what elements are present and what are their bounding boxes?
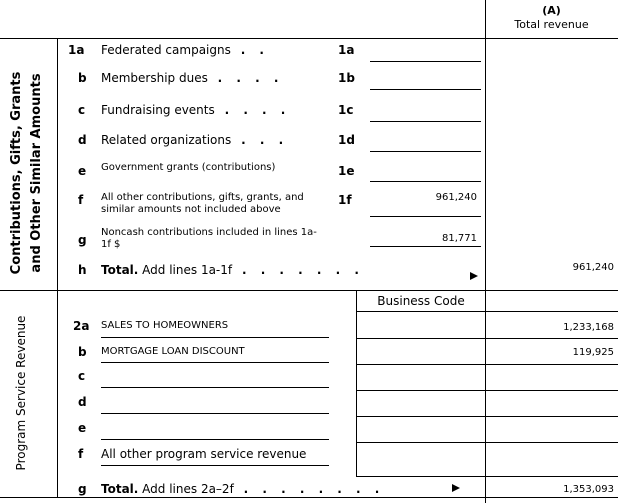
- column-a-title: Total revenue: [514, 18, 589, 31]
- total-label-text: Add lines 2a–2f: [142, 482, 234, 496]
- leader-dots: . . . . . . .: [241, 263, 364, 277]
- description-input-line[interactable]: [101, 337, 329, 338]
- leader-dots: . . . .: [217, 71, 284, 85]
- section1-side-label: [7, 47, 49, 299]
- bottom-border: [0, 497, 618, 498]
- row-label-text: Fundraising events: [101, 103, 215, 117]
- total-value: 1,353,093: [563, 484, 614, 495]
- leader-dots: . . . . . . . .: [243, 482, 385, 496]
- amount-input-line[interactable]: [370, 61, 481, 62]
- business-code-left-border: [356, 290, 357, 476]
- business-code-header: Business Code: [377, 294, 465, 308]
- row-label-text: Membership dues: [101, 71, 208, 85]
- row-label: Government grants (contributions): [101, 162, 276, 173]
- row-ref: 1a: [338, 43, 355, 57]
- grid-line: [356, 476, 618, 477]
- row-label: MORTGAGE LOAN DISCOUNT: [101, 346, 245, 357]
- row-number: h: [78, 263, 87, 277]
- section1-side-label-line1: Contributions, Gifts, Grants: [9, 71, 24, 275]
- amount-input-line[interactable]: [370, 121, 481, 122]
- column-a-label: (A): [542, 4, 561, 17]
- row-label: [101, 133, 288, 147]
- row-amount: 119,925: [572, 347, 614, 358]
- section-divider: [0, 290, 618, 291]
- row-number: e: [78, 421, 87, 435]
- side-label-divider-1: [57, 38, 58, 291]
- row-ref: 1c: [338, 103, 354, 117]
- row-number: d: [78, 133, 87, 147]
- leader-dots: . . .: [241, 133, 289, 147]
- row-number: f: [78, 193, 84, 207]
- row-number: d: [78, 395, 87, 409]
- grid-line: [356, 416, 618, 417]
- row-ref: 1e: [338, 164, 355, 178]
- amount-input-line[interactable]: [370, 216, 481, 217]
- row-number: b: [78, 71, 87, 85]
- total-label-bold: Total.: [101, 482, 139, 496]
- amount-input-line[interactable]: [370, 246, 481, 247]
- row-ref: 1f: [338, 193, 352, 207]
- description-input-line: [101, 465, 329, 466]
- leader-dots: . . . .: [224, 103, 291, 117]
- row-amount: 961,240: [435, 192, 477, 203]
- row-number: c: [78, 369, 86, 383]
- row-number: g: [78, 482, 87, 496]
- section2-side-label: Program Service Revenue: [14, 315, 28, 471]
- row-amount: 81,771: [442, 233, 477, 244]
- row-number: g: [78, 233, 87, 247]
- row-number: e: [78, 164, 87, 178]
- row-number: 1a: [68, 43, 85, 57]
- row-label-text: Federated campaigns: [101, 43, 231, 57]
- row-label: [101, 103, 290, 117]
- description-input-line[interactable]: [101, 413, 329, 414]
- description-input-line[interactable]: [101, 439, 329, 440]
- grid-line: [356, 311, 618, 312]
- arrow-icon: [452, 484, 460, 492]
- column-a-left-border: [485, 0, 486, 503]
- row-label: [101, 71, 283, 85]
- amount-input-line[interactable]: [370, 181, 481, 182]
- header-bottom-border: [0, 38, 618, 39]
- description-input-line[interactable]: [101, 387, 329, 388]
- grid-line: [356, 364, 618, 365]
- row-label: All other program service revenue: [101, 447, 307, 461]
- total-label: [101, 263, 364, 277]
- row-number: c: [78, 103, 86, 117]
- row-label-text: Related organizations: [101, 133, 232, 147]
- total-value: 961,240: [572, 262, 614, 273]
- grid-line: [356, 338, 618, 339]
- total-label-bold: Total.: [101, 263, 139, 277]
- row-number: 2a: [73, 319, 90, 333]
- side-label-divider-2: [57, 290, 58, 497]
- row-number: b: [78, 345, 87, 359]
- leader-dots: . .: [240, 43, 269, 57]
- arrow-icon: [470, 272, 478, 280]
- description-input-line[interactable]: [101, 362, 329, 363]
- row-label: Noncash contributions included in lines 1a-1f $: [101, 227, 317, 250]
- row-label: SALES TO HOMEOWNERS: [101, 320, 229, 331]
- row-label: [101, 43, 269, 57]
- amount-input-line[interactable]: [370, 151, 481, 152]
- row-ref: 1b: [338, 71, 355, 85]
- row-label: All other contributions, gifts, grants, and similar amounts not included above: [101, 192, 304, 215]
- row-ref: 1d: [338, 133, 355, 147]
- amount-input-line[interactable]: [370, 89, 481, 90]
- row-number: f: [78, 447, 84, 461]
- section1-side-label-line2: and Other Similar Amounts: [29, 73, 44, 273]
- total-label: [101, 482, 384, 496]
- grid-line: [356, 442, 618, 443]
- total-label-text: Add lines 1a-1f: [142, 263, 233, 277]
- grid-line: [356, 390, 618, 391]
- row-amount: 1,233,168: [563, 322, 614, 333]
